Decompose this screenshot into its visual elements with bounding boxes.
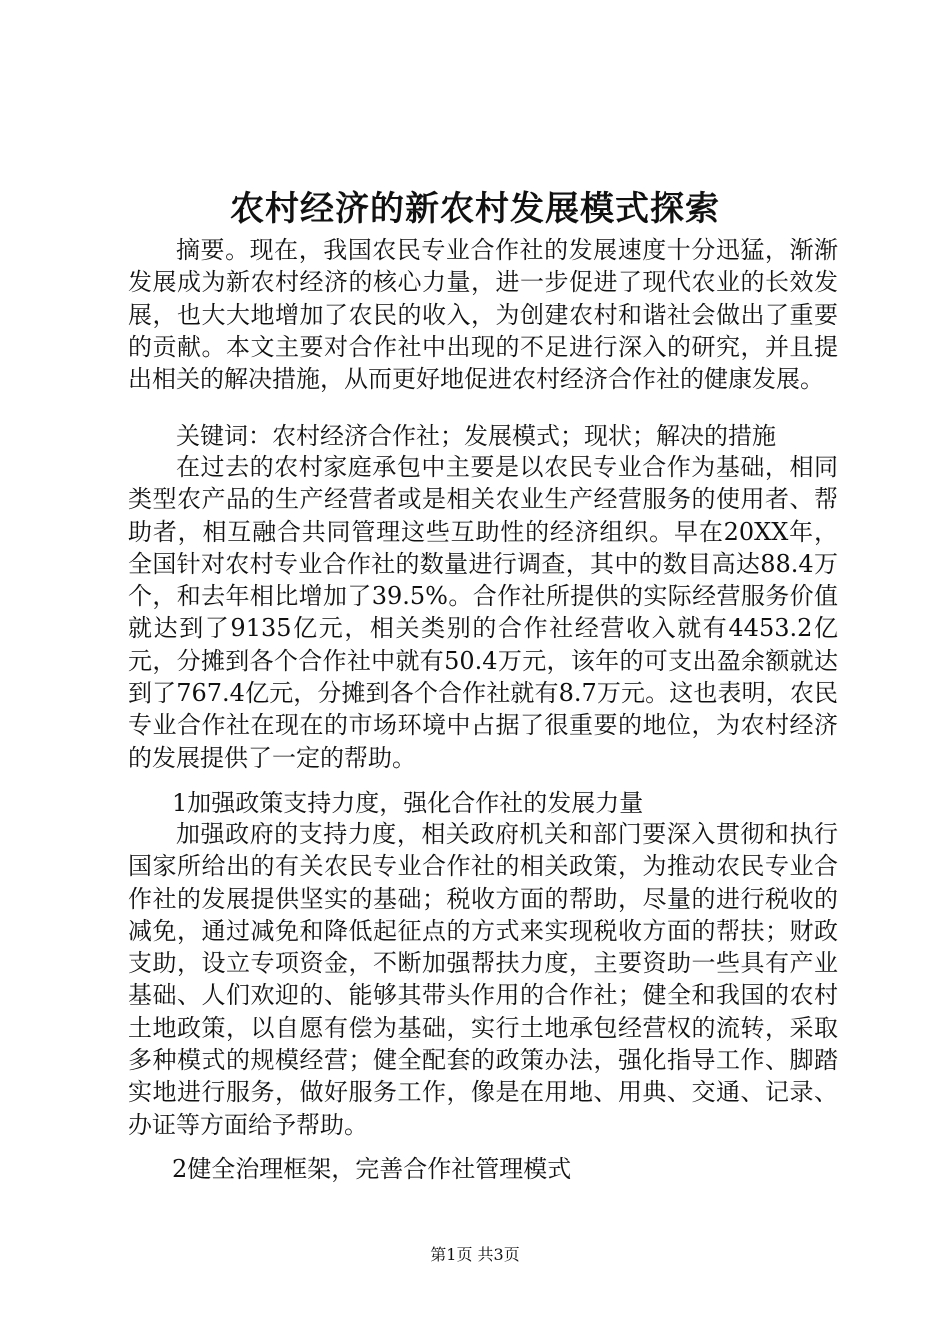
intro-paragraph: 在过去的农村家庭承包中主要是以农民专业合作为基础，相同类型农产品的生产经营者或是相关农业生产经营服务的使用者、帮助者，相互融合共同管理这些互助性的经济组织。早在20XX年，全国针对农村专业合作社的数量进行调查，其中的数目高达88.4万个，和去年相比增加了39.5%。合作社所提供的实际经营服务价值就达到了9135亿元，相关类别的合作社经营收入就有4453.2亿元，分摊到各个合作社中就有50.4万元，该年的可支出盈余额就达到了767.4亿元，分摊到各个合作社就有8.7万元。这也表明，农民专业合作社在现在的市场环境中占据了很重要的地位，为农村经济的发展提供了一定的帮助。	[128, 453, 838, 772]
abstract-block	[128, 234, 838, 395]
keywords-block	[128, 420, 838, 452]
intro-block	[128, 451, 838, 774]
document-title: 农村经济的新农村发展模式探索	[230, 189, 720, 229]
section-1-block	[128, 818, 838, 1141]
page-number-footer: 第1页 共3页	[430, 1245, 520, 1264]
section-1-paragraph: 加强政府的支持力度，相关政府机关和部门要深入贯彻和执行国家所给出的有关农民专业合作社的相关政策，为推动农民专业合作社的发展提供坚实的基础；税收方面的帮助，尽量的进行税收的减免，通过减免和降低起征点的方式来实现税收方面的帮扶；财政支助，设立专项资金，不断加强帮扶力度，主要资助一些具有产业基础、人们欢迎的、能够其带头作用的合作社；健全和我国的农村土地政策，以自愿有偿为基础，实行土地承包经营权的流转，采取多种模式的规模经营；健全配套的政策办法，强化指导工作、脚踏实地进行服务，做好服务工作，像是在用地、用典、交通、记录、办证等方面给予帮助。	[128, 820, 838, 1139]
abstract-paragraph: 摘要。现在，我国农民专业合作社的发展速度十分迅猛，渐渐发展成为新农村经济的核心力量，进一步促进了现代农业的长效发展，也大大地增加了农民的收入，为创建农村和谐社会做出了重要的贡献。本文主要对合作社中出现的不足进行深入的研究，并且提出相关的解决措施，从而更好地促进农村经济合作社的健康发展。	[128, 236, 838, 394]
keywords-paragraph: 关键词：农村经济合作社；发展模式；现状；解决的措施	[176, 422, 776, 450]
section-2-heading: 2健全治理框架，完善合作社管理模式	[172, 1155, 572, 1183]
section-1-heading: 1加强政策支持力度，强化合作社的发展力量	[172, 789, 644, 817]
